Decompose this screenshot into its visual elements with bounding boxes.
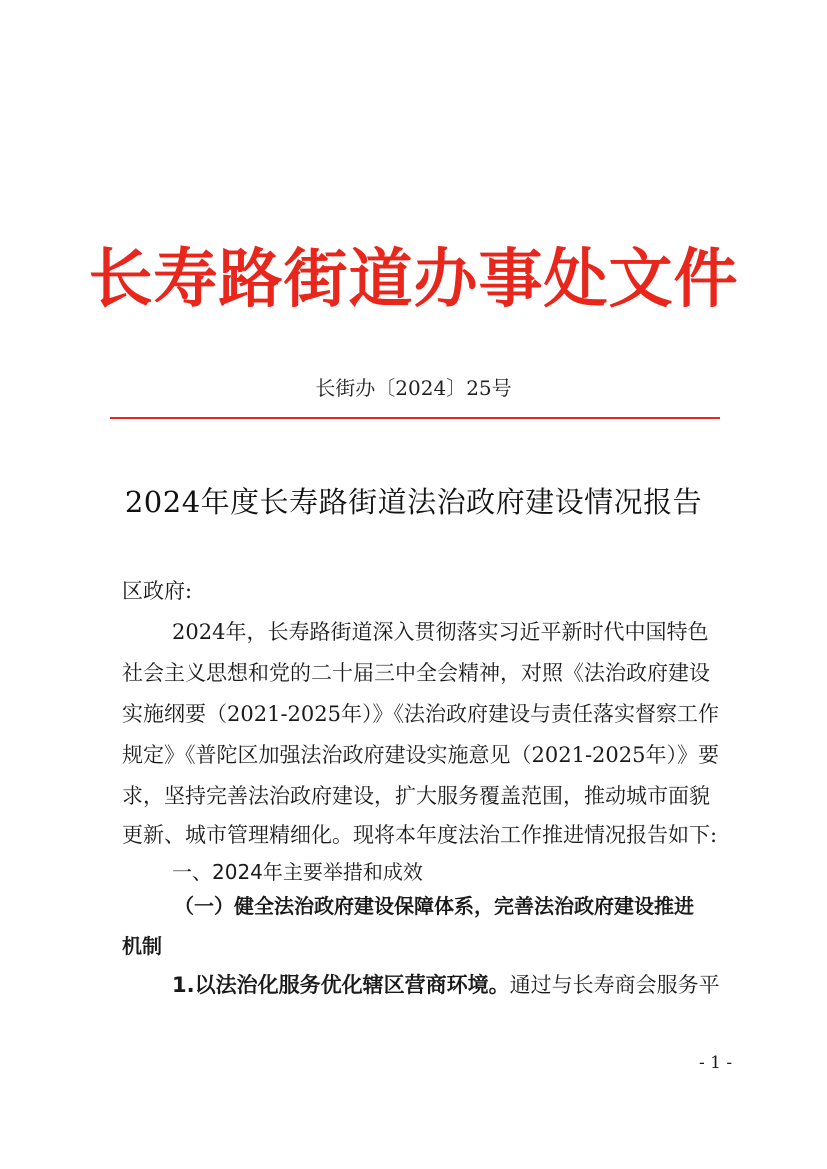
intro-line-4: 规定》《普陀区加强法治政府建设实施意见（2021-2025年）》要	[122, 743, 719, 767]
addressee: 区政府:	[122, 579, 193, 603]
item-1-text: 通过与长寿商会服务平	[509, 973, 720, 997]
intro-line-6: 更新、城市管理精细化。现将本年度法治工作推进情况报告如下:	[122, 823, 718, 847]
subsection-heading-line-1: （一）健全法治政府建设保障体系，完善法治政府建设推进	[174, 894, 694, 918]
section-heading: 一、2024年主要举措和成效	[172, 860, 423, 884]
item-1-paragraph	[172, 965, 720, 1005]
subsection-heading-line-2: 机制	[122, 934, 162, 958]
intro-line-3: 实施纲要（2021-2025年）》《法治政府建设与责任落实督察工作	[122, 702, 719, 726]
item-1-heading: 1.以法治化服务优化辖区营商环境。	[172, 973, 510, 997]
intro-line-2: 社会主义思想和党的二十届三中全会精神，对照《法治政府建设	[122, 661, 710, 685]
red-divider-line	[110, 417, 720, 419]
page-number: - 1 -	[699, 1053, 733, 1073]
document-header-title: 长寿路街道办事处文件	[88, 242, 739, 317]
report-title: 2024年度长寿路街道法治政府建设情况报告	[124, 485, 703, 519]
intro-line-5: 求，坚持完善法治政府建设，扩大服务覆盖范围，推动城市面貌	[122, 784, 710, 808]
document-number: 长街办〔2024〕25号	[315, 376, 512, 400]
intro-line-1: 2024年，长寿路街道深入贯彻落实习近平新时代中国特色	[172, 620, 709, 644]
